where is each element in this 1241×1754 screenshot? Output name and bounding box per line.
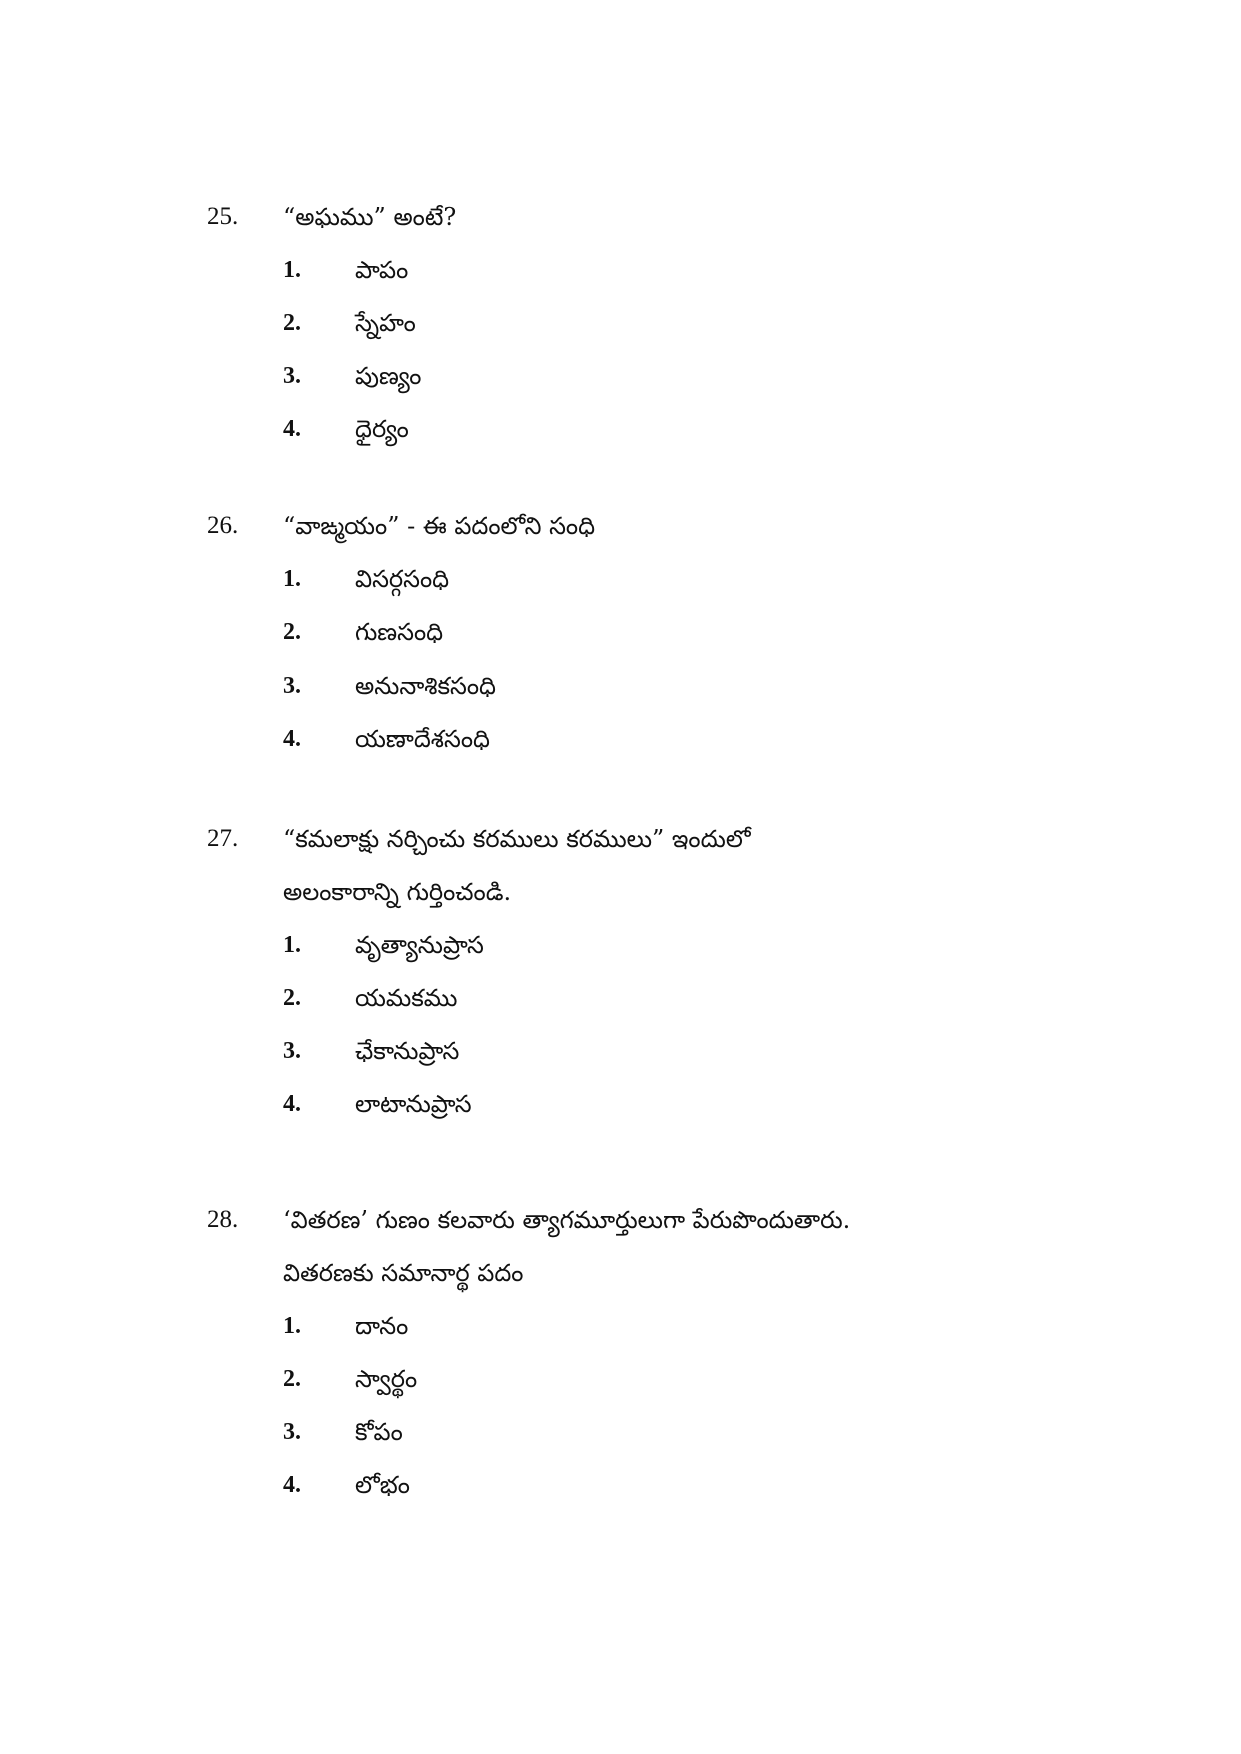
- option-text: అనునాశికసంధి: [355, 672, 496, 700]
- option-4: [0, 719, 1241, 759]
- question-text-continued: వితరణకు సమానార్థ పదం: [283, 1259, 524, 1287]
- option-number: 1.: [283, 257, 301, 283]
- option-text: యమకము: [355, 984, 458, 1012]
- option-3: [0, 356, 1241, 396]
- option-number: 1.: [283, 566, 301, 592]
- question-number: 26.: [207, 512, 239, 539]
- option-4: [0, 1465, 1241, 1505]
- option-text: యణాదేశసంధి: [355, 725, 490, 753]
- option-number: 3.: [283, 363, 301, 389]
- option-1: [0, 559, 1241, 599]
- option-2: [0, 978, 1241, 1018]
- option-3: [0, 1412, 1241, 1452]
- option-text: వృత్యానుప్రాస: [355, 931, 484, 959]
- option-3: [0, 666, 1241, 706]
- option-1: [0, 925, 1241, 965]
- question-text: “కమలాక్షు నర్చించు కరములు కరములు” ఇందులో: [283, 825, 751, 853]
- question-number: 27.: [207, 825, 239, 852]
- question-number: 25.: [207, 203, 239, 230]
- option-2: [0, 303, 1241, 343]
- option-3: [0, 1031, 1241, 1071]
- option-number: 2.: [283, 985, 301, 1011]
- option-text: పుణ్యం: [355, 362, 422, 390]
- option-number: 1.: [283, 932, 301, 958]
- option-text: ఛేకానుప్రాస: [355, 1037, 460, 1065]
- option-1: [0, 1306, 1241, 1346]
- option-text: కోపం: [355, 1418, 403, 1446]
- option-2: [0, 612, 1241, 652]
- question-text: “వాఙ్మయం” - ఈ పదంలోని సంధి: [283, 512, 596, 540]
- question-text: “అఘము” అంటే?: [283, 203, 457, 231]
- option-number: 3.: [283, 1038, 301, 1064]
- option-number: 4.: [283, 1091, 301, 1117]
- option-number: 4.: [283, 1472, 301, 1498]
- option-text: స్వార్థం: [355, 1365, 418, 1393]
- option-number: 1.: [283, 1313, 301, 1339]
- question-text: ‘వితరణ’ గుణం కలవారు త్యాగమూర్తులుగా పేరుపొందుతారు.: [283, 1206, 851, 1234]
- question-number: 28.: [207, 1206, 239, 1233]
- option-text: లోభం: [355, 1471, 410, 1499]
- option-text: ధైర్యం: [355, 415, 409, 443]
- option-number: 2.: [283, 1366, 301, 1392]
- option-text: గుణసంధి: [355, 618, 444, 646]
- option-text: లాటానుప్రాస: [355, 1090, 472, 1118]
- option-1: [0, 250, 1241, 290]
- option-4: [0, 1084, 1241, 1124]
- option-4: [0, 409, 1241, 449]
- option-number: 4.: [283, 416, 301, 442]
- option-2: [0, 1359, 1241, 1399]
- option-text: పాపం: [355, 256, 409, 284]
- option-text: దానం: [355, 1312, 409, 1340]
- option-text: స్నేహం: [355, 309, 416, 337]
- option-number: 3.: [283, 673, 301, 699]
- option-number: 4.: [283, 726, 301, 752]
- question-text-continued: అలంకారాన్ని గుర్తించండి.: [283, 878, 512, 906]
- option-number: 2.: [283, 619, 301, 645]
- option-number: 2.: [283, 310, 301, 336]
- option-number: 3.: [283, 1419, 301, 1445]
- option-text: విసర్గసంధి: [355, 565, 450, 593]
